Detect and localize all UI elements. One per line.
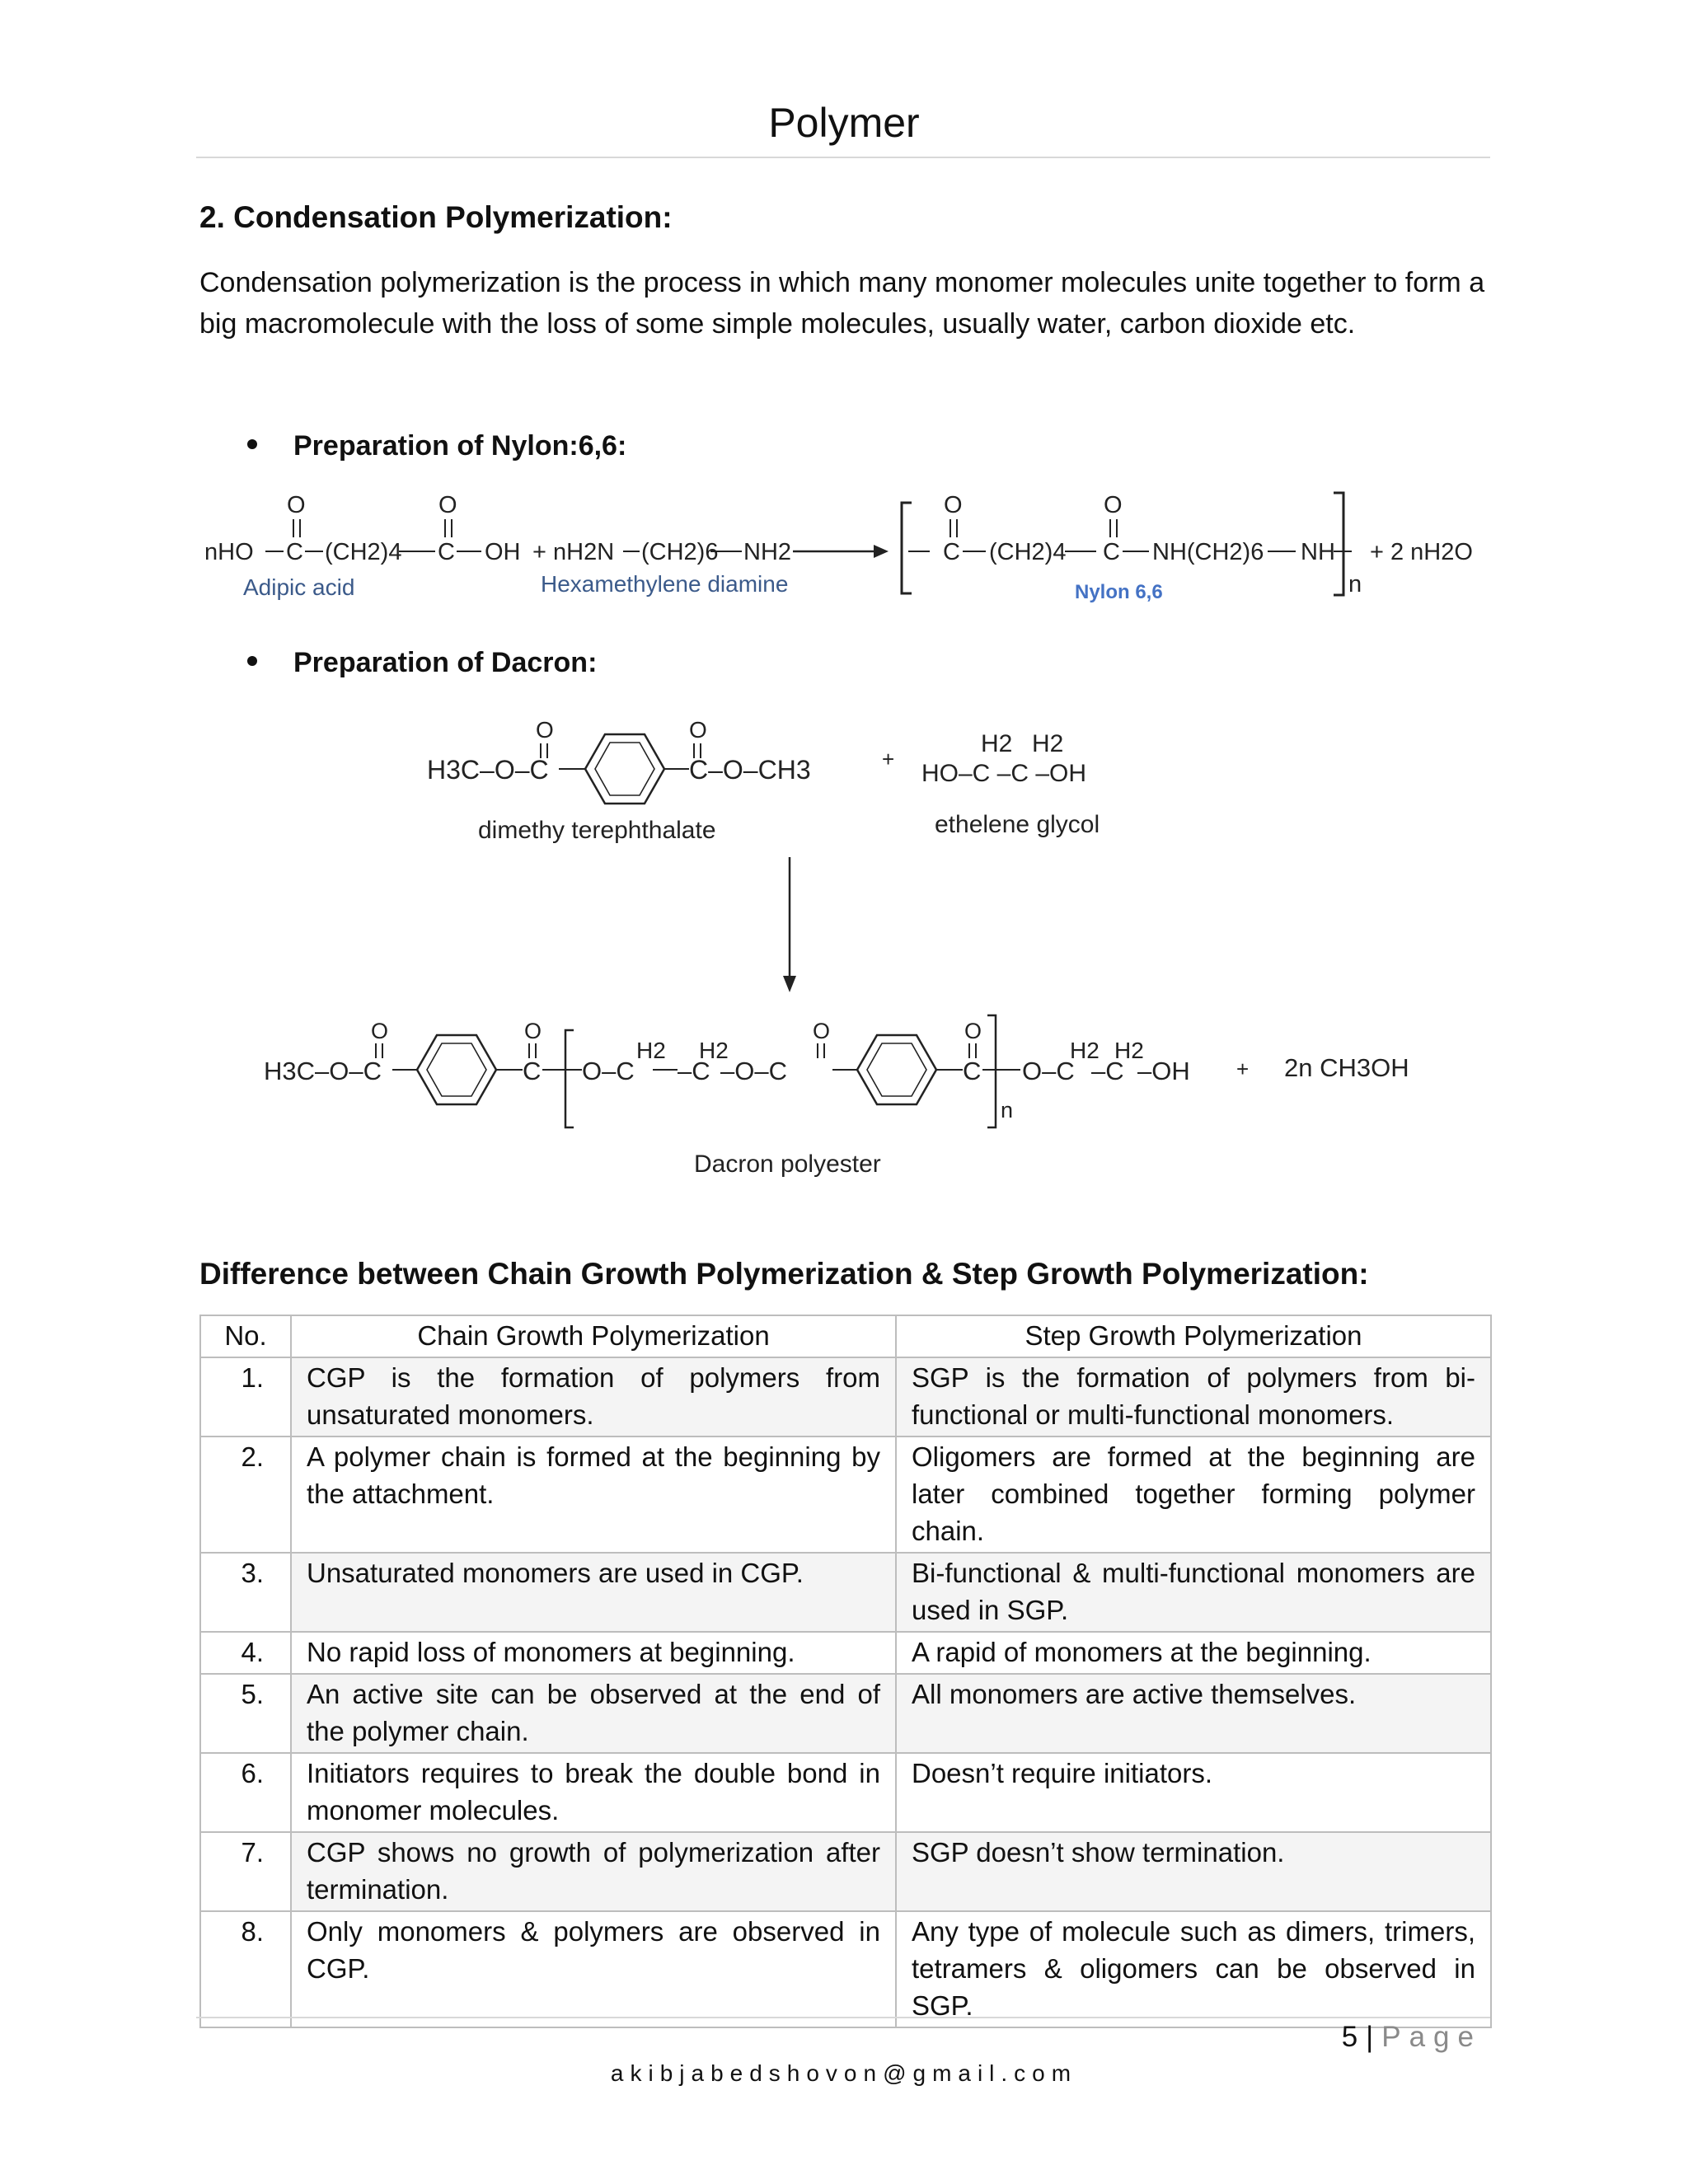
poly-end2: –C <box>1091 1057 1124 1085</box>
poly-o-4: O <box>964 1019 982 1043</box>
dmt-right: C–O–CH3 <box>689 755 811 785</box>
poly-h2-3: H2 <box>1070 1038 1100 1063</box>
footer-email: akibjabedshovon@gmail.com <box>610 2060 1078 2086</box>
label-nylon-66: Nylon 6,6 <box>1075 581 1163 603</box>
section-heading: 2. Condensation Polymerization: <box>199 200 673 234</box>
methanol-formula: 2n CH3OH <box>1284 1053 1409 1082</box>
nylon-c-3: C <box>943 539 960 565</box>
cgp-cell: A polymer chain is formed at the beginning by the attachment. <box>291 1436 896 1553</box>
column-header-cgp: Chain Growth Polymerization <box>291 1315 896 1357</box>
bullet-dot <box>247 439 257 449</box>
nylon-reactant2: + nH2N <box>532 539 615 565</box>
poly-mid3: –O–C <box>720 1057 787 1085</box>
table-row <box>200 1832 1491 1911</box>
difference-table <box>199 1315 1492 2028</box>
label-dimethyl-terephthalate: dimethy terephthalate <box>478 817 716 844</box>
row-number: 5. <box>200 1674 291 1753</box>
row-number: 4. <box>200 1632 291 1674</box>
nylon-water: + 2 nH2O <box>1370 539 1473 565</box>
poly-h2-4: H2 <box>1114 1038 1144 1063</box>
cgp-cell: An active site can be observed at the end of the polymer chain. <box>291 1674 896 1753</box>
sgp-cell: A rapid of monomers at the beginning. <box>896 1632 1491 1674</box>
nylon-nh-ch2-6: NH(CH2)6 <box>1152 539 1264 565</box>
cgp-cell: Unsaturated monomers are used in CGP. <box>291 1553 896 1632</box>
row-number: 3. <box>200 1553 291 1632</box>
cgp-cell: No rapid loss of monomers at beginning. <box>291 1632 896 1674</box>
table-header-row <box>200 1315 1491 1357</box>
table-row <box>200 1911 1491 2027</box>
nylon-c-4: C <box>1103 539 1120 565</box>
nylon-ch2-4: (CH2)4 <box>325 539 402 565</box>
section-paragraph: Condensation polymerization is the process in which many monomer molecules unite together to form a big macromolecule with the loss of some simple molecules, usually water, carbon dioxide etc. <box>199 267 1485 340</box>
nylon-nh: NH <box>1301 539 1335 565</box>
nylon-o-4: O <box>1104 492 1123 518</box>
page-number-value: 5 <box>1341 2021 1358 2053</box>
row-number: 7. <box>200 1832 291 1911</box>
table-row <box>200 1553 1491 1632</box>
sgp-cell: SGP doesn’t show termination. <box>896 1832 1491 1911</box>
sgp-cell: All monomers are active themselves. <box>896 1674 1491 1753</box>
label-dacron-polyester: Dacron polyester <box>694 1151 881 1178</box>
bullet-dot <box>247 656 257 666</box>
page-number-separator: | <box>1366 2021 1374 2053</box>
nylon-nh2: NH2 <box>743 539 792 565</box>
header-divider <box>196 157 1490 158</box>
poly-c-2: C <box>963 1057 982 1085</box>
nylon-o-2: O <box>438 492 457 518</box>
glycol-h2-1: H2 <box>981 730 1013 757</box>
column-header-sgp: Step Growth Polymerization <box>896 1315 1491 1357</box>
bullet-dacron-text: Preparation of Dacron: <box>293 647 598 678</box>
page-number <box>1342 2021 1482 2054</box>
nylon-reactant1: nHO <box>204 539 254 565</box>
methanol-plus: + <box>1236 1057 1250 1081</box>
row-number: 6. <box>200 1753 291 1832</box>
poly-end1: O–C <box>1022 1057 1075 1085</box>
sgp-cell: Doesn’t require initiators. <box>896 1753 1491 1832</box>
poly-mid1: O–C <box>582 1057 635 1085</box>
cgp-cell: Only monomers & polymers are observed in CGP. <box>291 1911 896 2027</box>
glycol-formula: HO–C –C –OH <box>921 760 1087 787</box>
row-number: 1. <box>200 1357 291 1436</box>
dmt-o-2: O <box>689 717 707 743</box>
table-row <box>200 1632 1491 1674</box>
table-row <box>200 1357 1491 1436</box>
table-row <box>200 1436 1491 1553</box>
sgp-cell: Bi-functional & multi-functional monomers are used in SGP. <box>896 1553 1491 1632</box>
label-hexamethylene-diamine: Hexamethylene diamine <box>541 571 789 597</box>
poly-mid2: –C <box>678 1057 710 1085</box>
nylon-equation <box>204 492 1473 598</box>
poly-o-2: O <box>524 1019 542 1043</box>
glycol-molecule <box>921 730 1086 787</box>
poly-c-1: C <box>523 1057 542 1085</box>
sgp-cell: Oligomers are formed at the beginning are later combined together forming polymer chain. <box>896 1436 1491 1553</box>
nylon-ch2-6: (CH2)6 <box>641 539 719 565</box>
nylon-c-1: C <box>286 539 303 565</box>
sgp-cell: Any type of molecule such as dimers, trimers, tetramers & oligomers can be observed in SGP. <box>896 1911 1491 2027</box>
footer-divider <box>196 2017 1490 2018</box>
dmt-molecule <box>427 717 811 804</box>
nylon-n: n <box>1348 571 1362 598</box>
nylon-o-3: O <box>944 492 963 518</box>
sgp-cell: SGP is the formation of polymers from bi-functional or multi-functional monomers. <box>896 1357 1491 1436</box>
nylon-ch2-4-b: (CH2)4 <box>989 539 1067 565</box>
dmt-o-1: O <box>536 717 554 743</box>
row-number: 8. <box>200 1911 291 2027</box>
bullet-nylon <box>247 430 626 462</box>
difference-heading: Difference between Chain Growth Polymerization & Step Growth Polymerization: <box>199 1257 1369 1291</box>
cgp-cell: Initiators requires to break the double bond in monomer molecules. <box>291 1753 896 1832</box>
poly-o-3: O <box>813 1019 831 1043</box>
label-ethylene-glycol: ethelene glycol <box>935 811 1100 838</box>
page-word: Page <box>1381 2021 1482 2053</box>
page-header-title: Polymer <box>768 100 920 146</box>
label-adipic-acid: Adipic acid <box>243 574 355 600</box>
dmt-left: H3C–O–C <box>427 755 549 785</box>
bullet-nylon-text: Preparation of Nylon:6,6: <box>293 430 627 462</box>
poly-left: H3C–O–C <box>264 1057 382 1085</box>
glycol-h2-2: H2 <box>1032 730 1064 757</box>
poly-h2-2: H2 <box>699 1038 729 1063</box>
table-row <box>200 1674 1491 1753</box>
poly-h2-1: H2 <box>636 1038 666 1063</box>
cgp-cell: CGP shows no growth of polymerization after termination. <box>291 1832 896 1911</box>
column-header-no: No. <box>200 1315 291 1357</box>
dacron-plus: + <box>882 747 895 771</box>
bullet-dacron <box>247 647 597 679</box>
table-row <box>200 1753 1491 1832</box>
row-number: 2. <box>200 1436 291 1553</box>
nylon-c-2: C <box>438 539 455 565</box>
poly-n: n <box>1001 1098 1014 1122</box>
poly-o-1: O <box>371 1019 389 1043</box>
nylon-o-1: O <box>287 492 306 518</box>
cgp-cell: CGP is the formation of polymers from unsaturated monomers. <box>291 1357 896 1436</box>
poly-end3: –OH <box>1137 1057 1190 1085</box>
nylon-oh: OH <box>485 539 521 565</box>
dacron-polyester-molecule <box>264 1015 1409 1127</box>
